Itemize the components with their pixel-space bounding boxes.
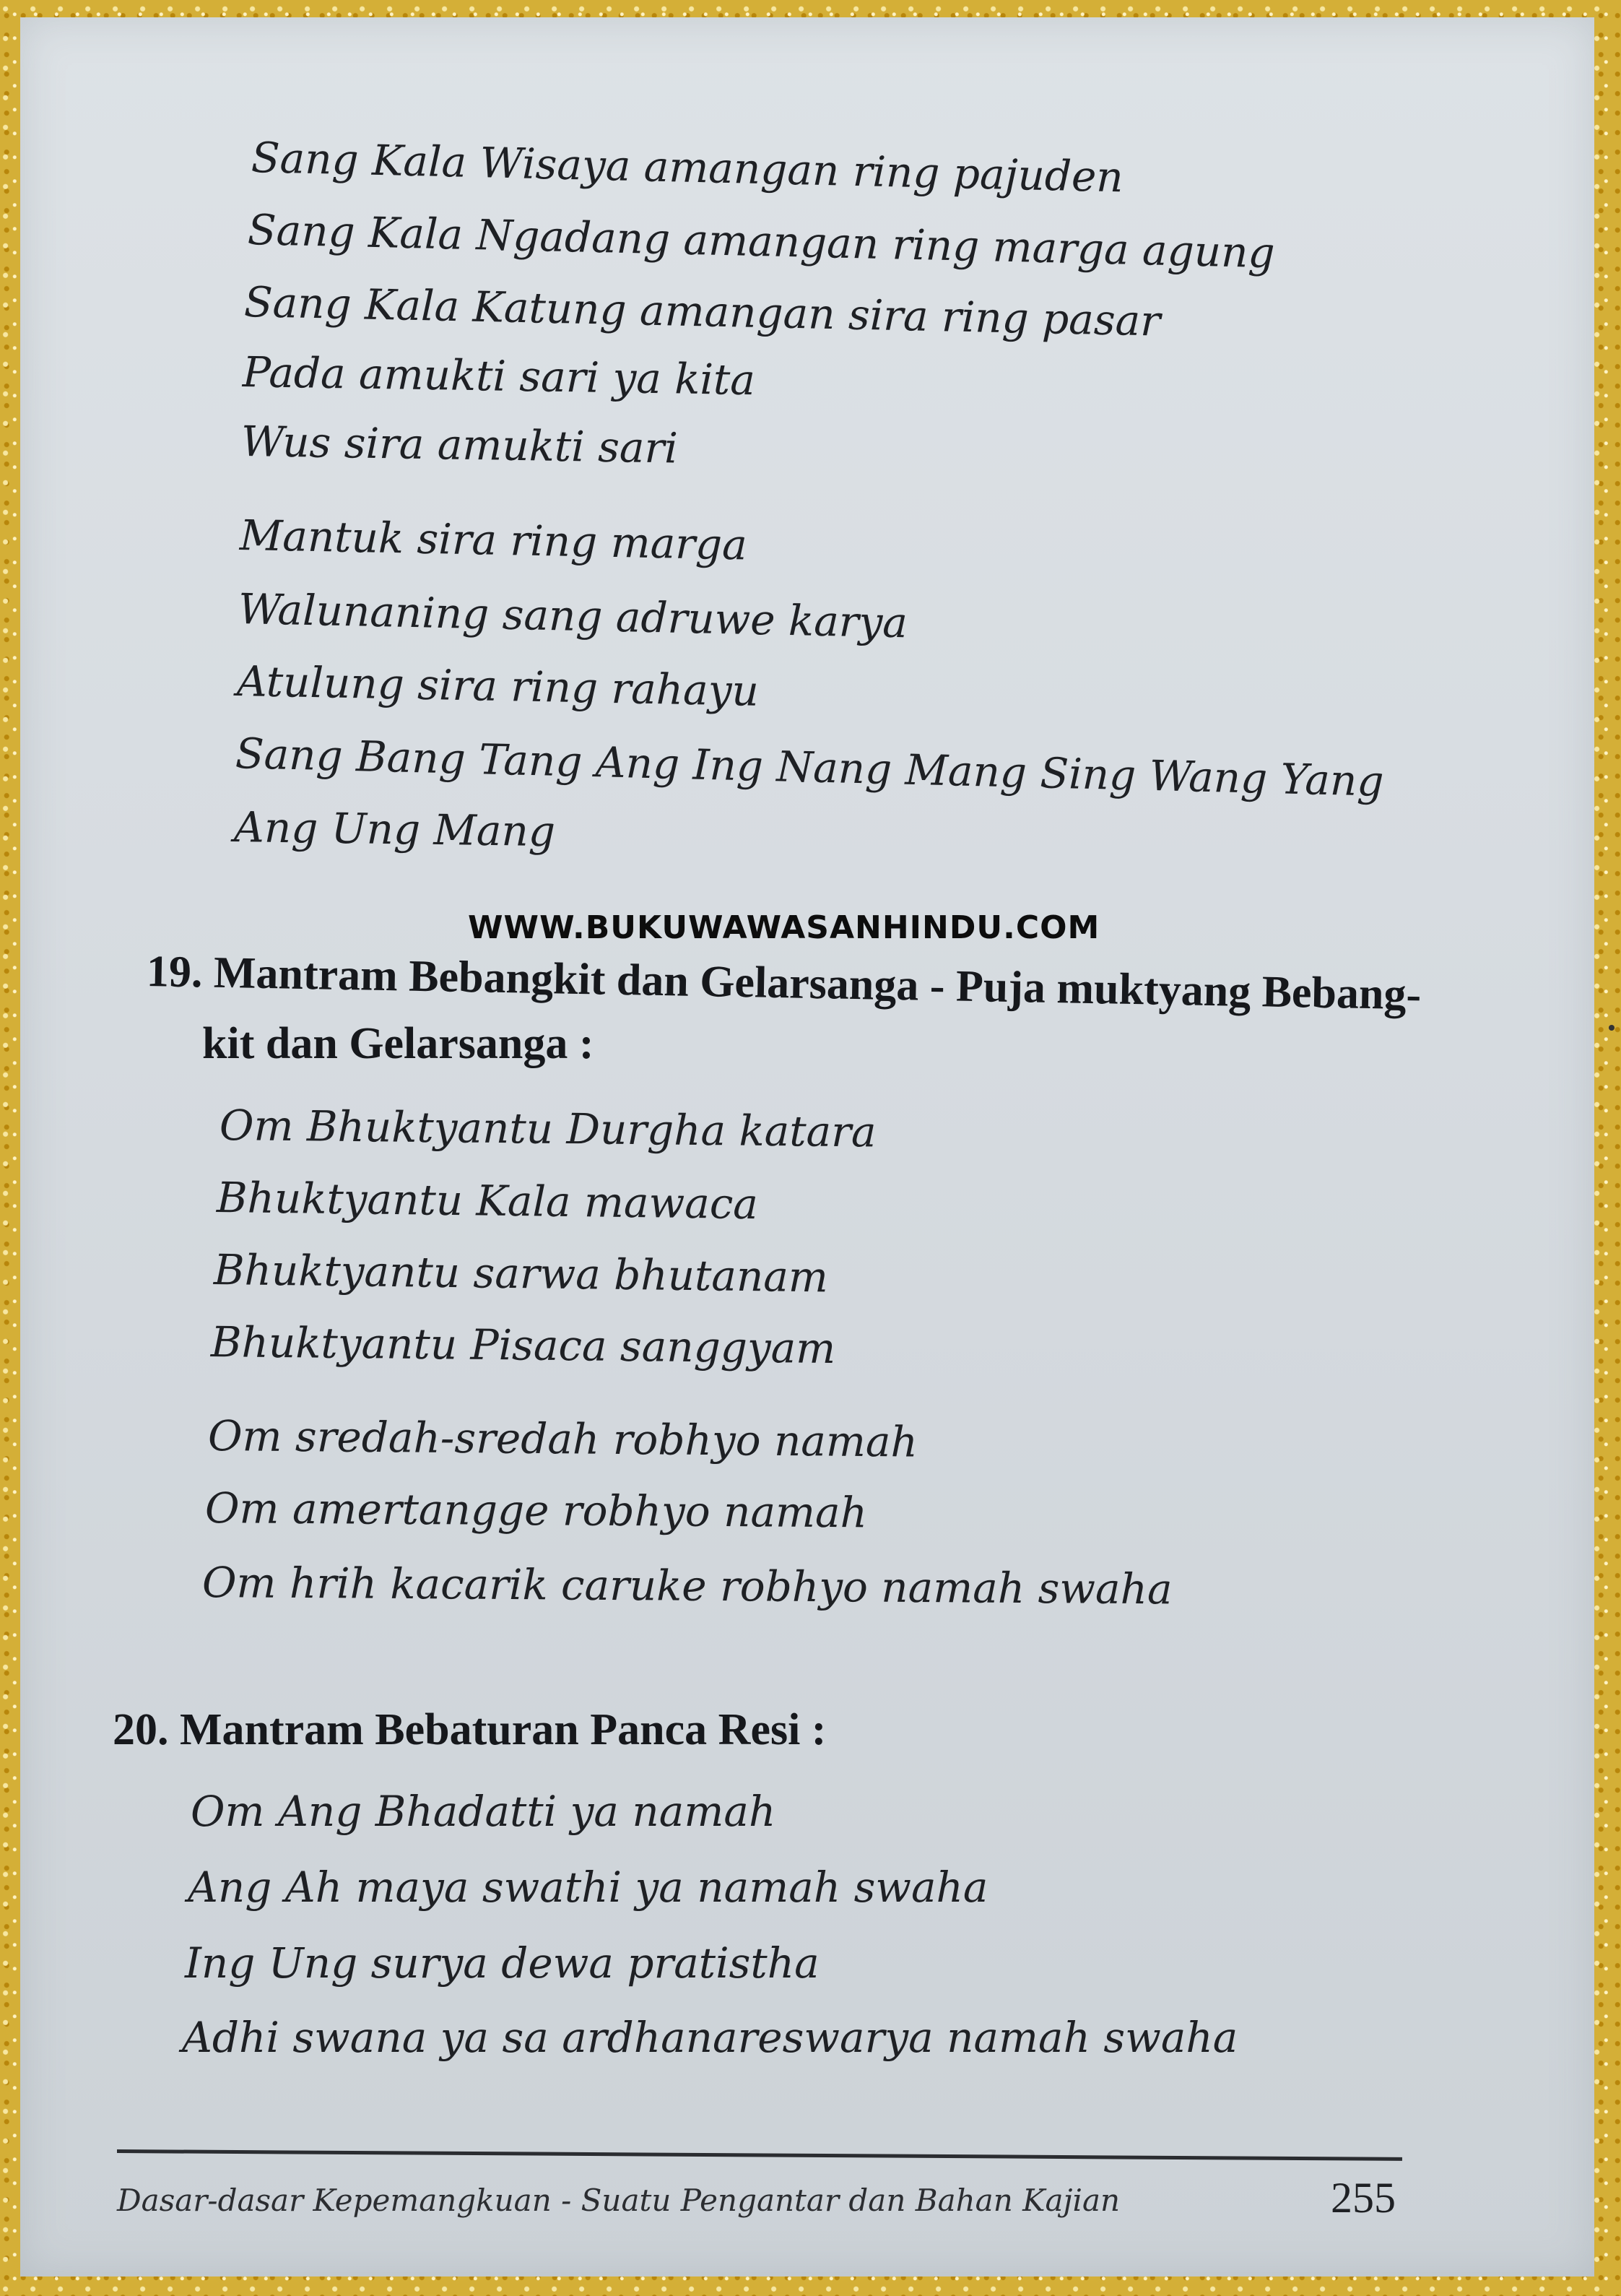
verse-line: Sang Bang Tang Ang Ing Nang Mang Sing Wang Yang bbox=[235, 729, 1385, 806]
running-footer-title: Dasar-dasar Kepemangkuan - Suatu Pengantar dan Bahan Kajian bbox=[117, 2183, 1121, 2218]
section-heading-19: 19. Mantram Bebangkit dan Gelarsanga - Puja muktyang Bebang- bbox=[146, 947, 1422, 1020]
verse-line: Ang Ung Mang bbox=[233, 802, 556, 857]
verse-line: Sang Kala Ngadang amangan ring marga agung bbox=[247, 205, 1276, 278]
verse-line: Pada amukti sari ya kita bbox=[242, 347, 756, 405]
page-number: 255 bbox=[1331, 2174, 1396, 2222]
verse-line: Atulung sira ring rahayu bbox=[236, 657, 760, 716]
verse-line: Om Bhuktyantu Durgha katara bbox=[219, 1101, 877, 1157]
verse-line: Wus sira amukti sari bbox=[240, 417, 679, 473]
verse-line: Om sredah-sredah robhyo namah bbox=[207, 1411, 918, 1467]
footer-rule bbox=[117, 2149, 1402, 2161]
verse-line: Bhuktyantu sarwa bhutanam bbox=[213, 1245, 829, 1302]
verse-line: Walunaning sang adruwe karya bbox=[238, 584, 908, 648]
section-heading-20: 20. Mantram Bebaturan Panca Resi : bbox=[113, 1705, 827, 1754]
verse-line: Mantuk sira ring marga bbox=[239, 511, 748, 570]
verse-line: Ing Ung surya dewa pratistha bbox=[185, 1938, 820, 1988]
section-heading-19-continued: kit dan Gelarsanga : bbox=[202, 1019, 594, 1068]
verse-line: Bhuktyantu Pisaca sanggyam bbox=[210, 1317, 836, 1374]
verse-line: Om Ang Bhadatti ya namah bbox=[191, 1787, 776, 1836]
verse-line: Sang Kala Katung amangan sira ring pasar bbox=[243, 277, 1161, 346]
verse-line: Om hrih kacarik caruke robhyo namah swaha bbox=[201, 1558, 1173, 1614]
watermark-url: WWW.BUKUWAWASANHINDU.COM bbox=[468, 909, 1100, 946]
edge-mark bbox=[1609, 1025, 1615, 1031]
verse-line: Adhi swana ya sa ardhanareswarya namah swaha bbox=[182, 2013, 1238, 2062]
verse-line: Sang Kala Wisaya amangan ring pajuden bbox=[251, 133, 1124, 202]
verse-line: Ang Ah maya swathi ya namah swaha bbox=[188, 1863, 988, 1912]
book-page bbox=[20, 17, 1594, 2276]
verse-line: Bhuktyantu Kala mawaca bbox=[216, 1173, 759, 1229]
verse-line: Om amertangge robhyo namah bbox=[204, 1483, 868, 1538]
